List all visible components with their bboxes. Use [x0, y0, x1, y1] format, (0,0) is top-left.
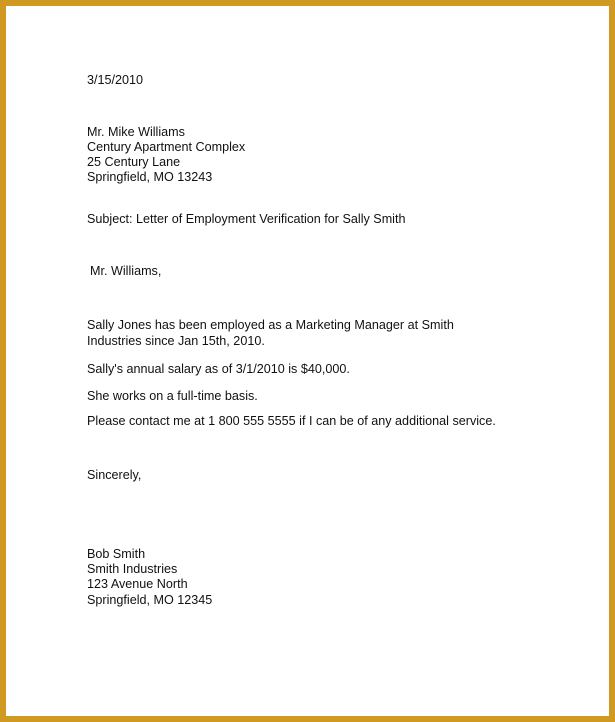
- recipient-name: Mr. Mike Williams: [87, 125, 185, 139]
- recipient-street: 25 Century Lane: [87, 155, 181, 169]
- letter-closing: Sincerely,: [87, 468, 142, 482]
- letter-salutation: Mr. Williams,: [90, 264, 162, 278]
- recipient-city-state-zip: Springfield, MO 13243: [87, 170, 213, 184]
- body-employment-line-2: Industries since Jan 15th, 2010.: [87, 334, 265, 348]
- sender-city-state-zip: Springfield, MO 12345: [87, 593, 213, 607]
- letter-subject: Subject: Letter of Employment Verification for Sally Smith: [87, 212, 406, 226]
- body-basis: She works on a full-time basis.: [87, 389, 258, 403]
- sender-name: Bob Smith: [87, 547, 146, 561]
- body-salary: Sally's annual salary as of 3/1/2010 is $40,000.: [87, 362, 350, 376]
- recipient-company: Century Apartment Complex: [87, 140, 246, 154]
- body-contact: Please contact me at 1 800 555 5555 if I can be of any additional service.: [87, 414, 496, 428]
- sender-street: 123 Avenue North: [87, 577, 188, 591]
- sender-company: Smith Industries: [87, 562, 178, 576]
- body-employment-line-1: Sally Jones has been employed as a Marketing Manager at Smith: [87, 318, 454, 332]
- letter-date: 3/15/2010: [87, 73, 144, 87]
